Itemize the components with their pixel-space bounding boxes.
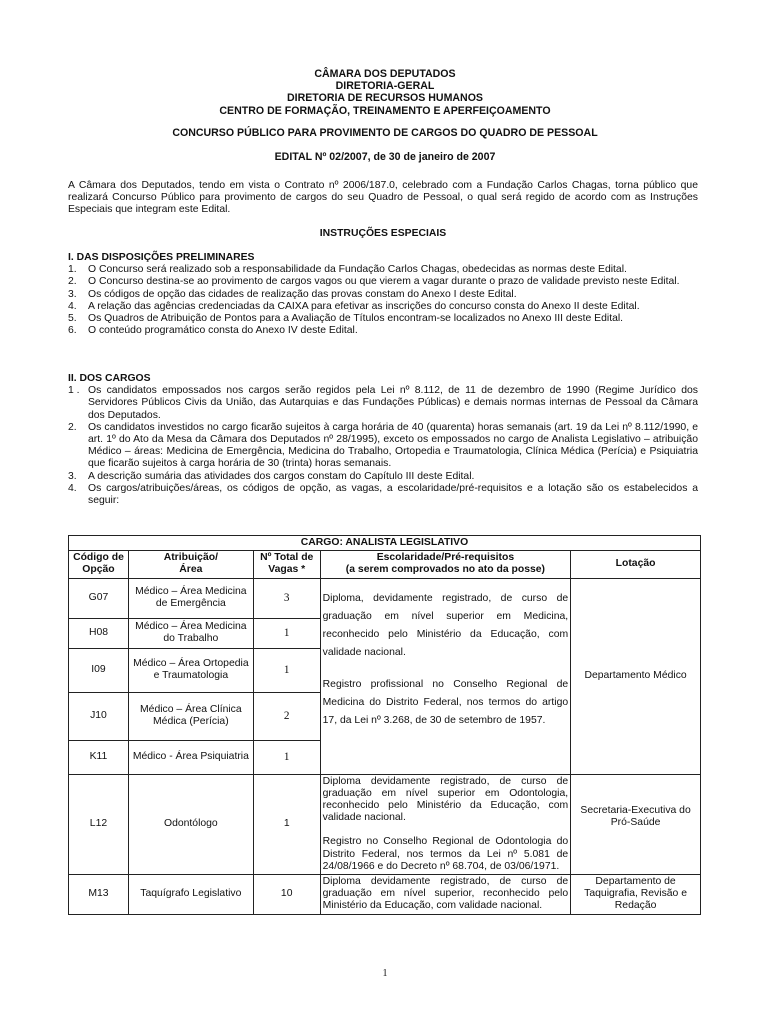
table-row [69, 875, 701, 915]
odonto-req-diploma: Diploma devidamente registrado, de curso de graduação em nível superior em Odontologia, reconhecido pelo Ministério da Educação, com validade nacional. [322, 775, 569, 824]
header-lotacao: Lotação [571, 551, 701, 578]
cell-area: Médico - Área Psiquiatria [128, 740, 253, 774]
header-line-camara: CÂMARA DOS DEPUTADOS [314, 68, 456, 80]
cell-medico-lotacao: Departamento Médico [571, 578, 701, 774]
cell-area: Odontólogo [128, 774, 253, 874]
intro-paragraph: A Câmara dos Deputados, tendo em vista o Contrato nº 2006/187.0, celebrado com a Fundação Carlos Chagas, torna público que realizará Concurso Público para provimento de cargos do seu Quadro de Pessoal, o qual será regido de acordo com as Instruções Especiais que integram este Edital. [68, 180, 698, 216]
cell-codigo: I09 [69, 648, 129, 692]
header-atribuicao [128, 551, 253, 578]
cell-codigo: K11 [69, 740, 129, 774]
odonto-req-registro: Registro no Conselho Regional de Odontologia do Distrito Federal, nos termos da Lei nº 5.081 de 24/08/1966 e do Decreto nº 68.704, de 03/06/1971. [322, 836, 569, 872]
cell-taqui-requisitos: Diploma devidamente registrado, de curso de graduação em nível superior, reconhecido pelo Ministério da Educação, com validade nacional. [320, 875, 571, 915]
table-title-row [69, 536, 701, 551]
list-item [68, 301, 698, 313]
list-item [68, 276, 698, 288]
table-title: CARGO: ANALISTA LEGISLATIVO [69, 536, 701, 551]
header-line-recursos-humanos: DIRETORIA DE RECURSOS HUMANOS [287, 92, 483, 105]
cell-vagas: 1 [253, 774, 320, 874]
item-number: 6. [68, 325, 77, 337]
list-item [68, 385, 698, 422]
medico-req-diploma: Diploma, devidamente registrado, de curso de graduação em nível superior em Medicina, reconhecido pelo Ministério da Educação, com validade nacional. [322, 592, 569, 658]
item-text: O Concurso será realizado sob a responsabilidade da Fundação Carlos Chagas, obedecidas as normas deste Edital. [88, 264, 627, 276]
header-escolaridade [320, 551, 571, 578]
cell-medico-requisitos [320, 578, 571, 774]
item-text: Os cargos/atribuições/áreas, os códigos de opção, as vagas, a escolaridade/pré-requisitos e a lotação são os estabelecidos a seguir: [88, 482, 698, 507]
item-text: A relação das agências credenciadas da CAIXA para efetivar as inscrições do concurso consta do Anexo II deste Edital. [88, 300, 640, 312]
section-1-title: I. DAS DISPOSIÇÕES PRELIMINARES [68, 252, 255, 263]
cell-vagas: 1 [253, 618, 320, 648]
cell-odonto-requisitos [320, 774, 571, 874]
cell-codigo: J10 [69, 692, 129, 740]
item-text: Os Quadros de Atribuição de Pontos para a Avaliação de Títulos encontram-se localizados no Anexo III deste Edital. [88, 313, 624, 325]
cell-area: Médico – Área Ortopedia e Traumatologia [128, 648, 253, 692]
cargos-table [68, 535, 701, 915]
item-text: Os códigos de opção das cidades de realização das provas constam do Anexo I deste Edital. [88, 288, 517, 300]
item-number: 1. [68, 264, 77, 276]
cell-vagas: 2 [253, 692, 320, 740]
list-item [68, 471, 698, 483]
list-item [68, 483, 698, 507]
header-line-centro: CENTRO DE FORMAÇÃO, TREINAMENTO E APERFEIÇOAMENTO [219, 104, 551, 117]
cell-codigo: H08 [69, 618, 129, 648]
section-2-list [68, 385, 698, 507]
list-item [68, 422, 698, 471]
cell-area: Médico – Área Clínica Médica (Perícia) [128, 692, 253, 740]
instrucoes-title: INSTRUÇÕES ESPECIAIS [319, 228, 447, 239]
item-text: Os candidatos empossados nos cargos serão regidos pela Lei nº 8.112, de 11 de dezembro de 1990 (Regime Jurídico dos Servidores Públicos Civis da União, das Autarquias e das Fundações Públicas) e demais normas internas de Pessoal da Câmara dos Deputados. [88, 385, 698, 421]
list-item [68, 325, 698, 337]
item-number: 4. [68, 482, 77, 494]
cell-vagas: 10 [253, 875, 320, 915]
item-text: O conteúdo programático consta do Anexo IV deste Edital. [88, 325, 358, 337]
edital-title: EDITAL Nº 02/2007, de 30 de janeiro de 2007 [274, 151, 496, 164]
list-item [68, 313, 698, 325]
section-cargos [68, 373, 698, 507]
table-header-row [69, 551, 701, 578]
header-atribuicao-line1: Atribuição/ [163, 552, 218, 564]
cell-codigo: L12 [69, 774, 129, 874]
section-2-title: II. DOS CARGOS [68, 373, 151, 384]
cell-codigo: G07 [69, 578, 129, 618]
list-item [68, 264, 698, 276]
item-number: 2. [68, 276, 77, 288]
medico-req-registro: Registro profissional no Conselho Regional de Medicina do Distrito Federal, nos termos do artigo 17, da Lei nº 3.268, de 30 de setembro de 1957. [322, 678, 569, 726]
header-total-line1: Nº Total de [260, 552, 314, 564]
cell-area: Médico – Área Medicina do Trabalho [128, 618, 253, 648]
item-number: 3. [68, 470, 77, 482]
concurso-title: CONCURSO PÚBLICO PARA PROVIMENTO DE CARGOS DO QUADRO DE PESSOAL [172, 126, 598, 139]
item-number: 4. [68, 300, 77, 312]
list-item [68, 289, 698, 301]
header-codigo: Código de Opção [69, 551, 129, 578]
section-disposicoes [68, 252, 698, 337]
cell-area: Taquígrafo Legislativo [128, 875, 253, 915]
header-escolaridade-line1: Escolaridade/Pré-requisitos [376, 552, 515, 564]
header-total-vagas [253, 551, 320, 578]
item-text: A descrição sumária das atividades dos cargos constam do Capítulo III deste Edital. [88, 470, 475, 482]
section-1-list [68, 264, 698, 337]
header-line-diretoria-geral: DIRETORIA-GERAL [335, 80, 435, 93]
item-number: 5. [68, 313, 77, 325]
header-atribuicao-line2: Área [179, 564, 203, 576]
cell-vagas: 3 [253, 578, 320, 618]
item-number: 3. [68, 288, 77, 300]
cell-codigo: M13 [69, 875, 129, 915]
item-number: 1 . [68, 385, 80, 397]
cell-taqui-lotacao: Departamento de Taquigrafia, Revisão e Redação [571, 875, 701, 915]
document-header [60, 68, 710, 163]
item-text: O Concurso destina-se ao provimento de cargos vagos ou que vierem a vagar durante o prazo de validade previsto neste Edital. [88, 276, 680, 288]
cell-vagas: 1 [253, 648, 320, 692]
item-number: 2. [68, 421, 77, 433]
page-number: 1 [382, 968, 388, 979]
header-total-line2: Vagas * [268, 564, 306, 576]
header-escolaridade-line2: (a serem comprovados no ato da posse) [345, 564, 546, 576]
cell-odonto-lotacao: Secretaria-Executiva do Pró-Saúde [571, 774, 701, 874]
table-row [69, 578, 701, 618]
cell-area: Médico – Área Medicina de Emergência [128, 578, 253, 618]
cell-vagas: 1 [253, 740, 320, 774]
table-row [69, 774, 701, 874]
item-text: Os candidatos investidos no cargo ficarão sujeitos à carga horária de 40 (quarenta) horas semanais (art. 19 da Lei nº 8.112/1990, e art. 1º do Ato da Mesa da Câmara dos Deputados nº 28/1995), exceto os empossados no cargo de Analista Legislativo – atribuição Médico – áreas: Medicina de Emergência, Medicina do Trabalho, Ortopedia e Traumatologia, Clínica Médica (Perícia) e Psiquiatria que ficarão sujeitos à carga horária de 30 (trinta) horas semanais. [88, 421, 698, 470]
